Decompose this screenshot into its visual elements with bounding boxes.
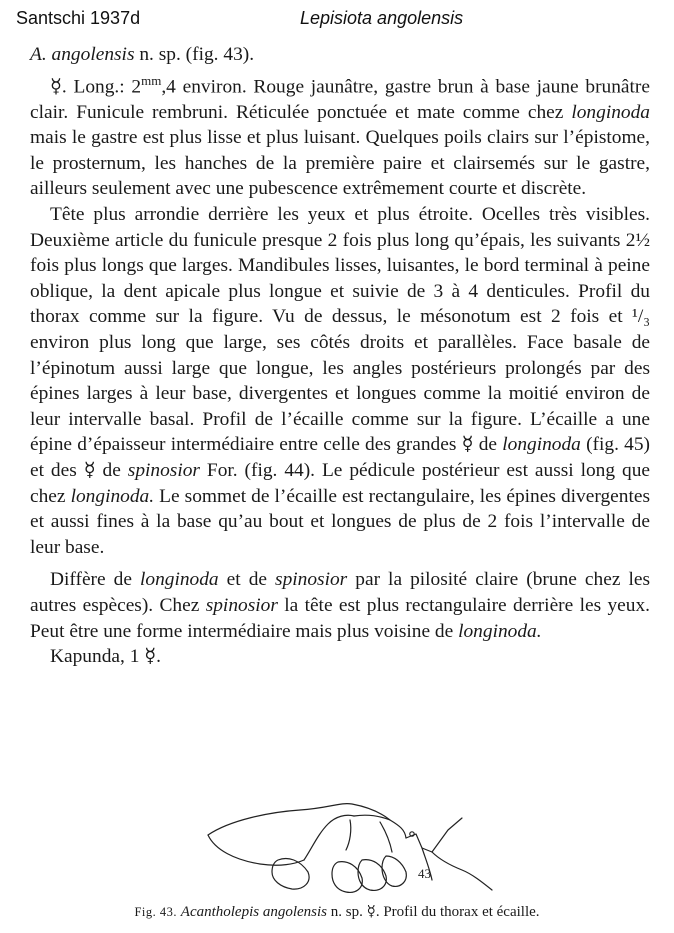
species-heading [30,42,650,68]
page-header [0,8,674,36]
text-span: (fig. 45) et des ☿ de [30,434,651,481]
figure-caption [0,902,674,921]
text-span: environ plus long que large, ses côtés droits et parallèles. Face basale de l’épinotum aussi large que longue, les angles postérieurs prolongés par des épines larges à leur base, divergentes et longues comme la moitié environ de leur intervalle basal. Profil de l’écaille comme sur la figure. L’écaille a une épine d’épaisseur intermédiaire entre celle des grandes ☿ de [30,332,650,456]
italic-taxon: longinoda. [458,620,542,642]
morphology-paragraph [30,202,650,560]
caption-species: Acantholepis angolensis [180,904,328,920]
italic-taxon: longinoda [502,434,581,456]
text-span: ,4 environ. Rouge jaunâtre, gastre brun à base jaune brunâtre clair. Funicule rembruni. Réticulée ponctuée et mate comme chez [30,76,650,123]
italic-taxon: spinosior [205,594,278,616]
unit-superscript: mm [141,72,162,88]
text-span: et de [218,569,276,591]
header-citation: Santschi 1937d [16,8,141,28]
comparison-paragraph [30,567,650,644]
text-span: Tête plus arrondie derrière les yeux et plus étroite. Ocelles très visibles. Deuxième article du funicule presque 2 fois plus long qu’épais, les suivants 2½ fois plus longs que larges. Mandibules lisses, luisantes, le bord terminal à peine oblique, la dent apicale plus longue et suivie de 3 à 4 denticules. Profil du thorax comme sur la figure. Vu de dessus, le mésonotum est 2 fois et [30,204,650,328]
italic-taxon: spinosior [275,569,348,591]
text-span: mais le gastre est plus lisse et plus luisant. Quelques poils clairs sur l’épistome, le prosternum, les hanches de la première paire et clairsemés sur le gastre, ailleurs seulement avec une pubescence extrêmement courte et discrète. [30,127,650,200]
italic-taxon: longinoda [139,569,219,591]
body-text [30,42,650,670]
caption-rest: n. sp. ☿. Profil du thorax et écaille. [327,904,540,920]
text-span: par la pilosité claire (brune chez les autres espèces). Chez [30,569,650,616]
header-species: Lepisiota angolensis [300,8,464,28]
italic-taxon: longinoda. [70,485,155,507]
species-heading-rest: n. sp. (fig. 43). [134,44,255,65]
text-span: Diffère de [50,569,140,591]
description-paragraph [30,68,650,202]
text-span: ☿. Long.: 2 [50,76,142,98]
caption-fig-label: Fig. 43. [134,905,178,919]
ant-thorax-figure [200,790,500,896]
text-span: la tête est plus rectangulaire derrière les yeux. Peut être une forme intermédiaire mais plus voisine de [30,594,650,642]
text-span: Le sommet de l’écaille est rectangulaire, les épines divergentes et aussi fines à la base qu’au bout et longues de plus de 2 fois l’intervalle de leur base. [30,485,650,558]
species-name: A. angolensis [30,44,135,65]
fraction: ¹/₃ [632,306,650,328]
text-span: For. (fig. 44). Le pédicule postérieur est aussi long que chez [30,459,650,507]
italic-taxon: longinoda [571,101,650,123]
italic-taxon: spinosior [127,459,200,481]
figure-number: 43 [418,866,431,881]
locality-paragraph: Kapunda, 1 ☿. [50,646,161,668]
